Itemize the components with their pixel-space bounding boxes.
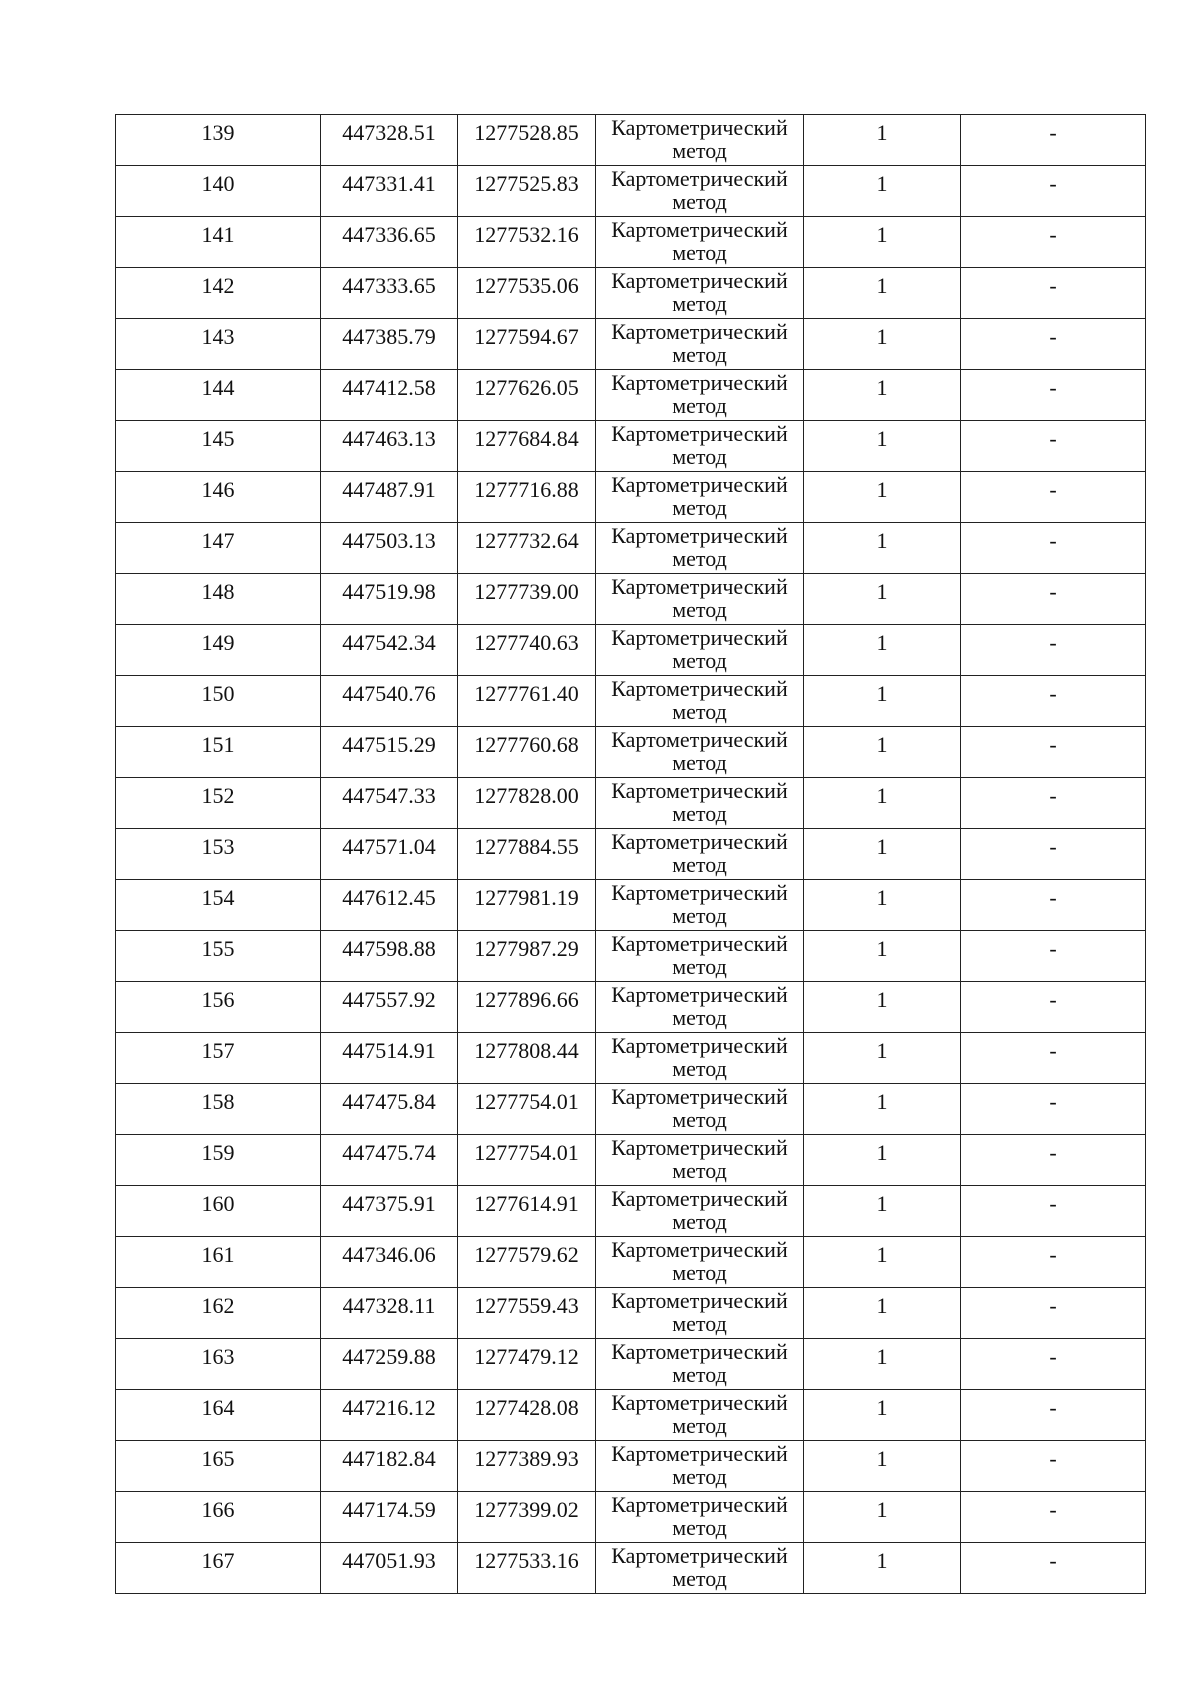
- accuracy-cell: 1: [804, 1288, 961, 1339]
- method-cell: [596, 1543, 804, 1594]
- accuracy-cell: 1: [804, 1339, 961, 1390]
- accuracy-cell: 1: [804, 523, 961, 574]
- x-coordinate-cell: 447540.76: [321, 676, 458, 727]
- x-coordinate-cell: 447547.33: [321, 778, 458, 829]
- table-row: [116, 880, 1146, 931]
- accuracy-cell: 1: [804, 1135, 961, 1186]
- y-coordinate-cell: 1277559.43: [458, 1288, 596, 1339]
- point-number-cell: 146: [116, 472, 321, 523]
- method-cell: [596, 1084, 804, 1135]
- accuracy-cell: 1: [804, 778, 961, 829]
- method-text: Картометрический метод: [611, 1391, 788, 1438]
- point-number-cell: 140: [116, 166, 321, 217]
- method-text: Картометрический метод: [611, 269, 788, 316]
- x-coordinate-cell: 447514.91: [321, 1033, 458, 1084]
- method-cell: [596, 319, 804, 370]
- method-text: Картометрический метод: [611, 1340, 788, 1387]
- y-coordinate-cell: 1277761.40: [458, 676, 596, 727]
- table-row: [116, 1339, 1146, 1390]
- point-number-cell: 161: [116, 1237, 321, 1288]
- accuracy-cell: 1: [804, 880, 961, 931]
- table-row: [116, 1441, 1146, 1492]
- point-number-cell: 148: [116, 574, 321, 625]
- table-row: [116, 1390, 1146, 1441]
- y-coordinate-cell: 1277535.06: [458, 268, 596, 319]
- x-coordinate-cell: 447346.06: [321, 1237, 458, 1288]
- table-row: [116, 829, 1146, 880]
- method-cell: [596, 1339, 804, 1390]
- method-cell: [596, 1033, 804, 1084]
- table-row: [116, 1084, 1146, 1135]
- note-cell: -: [961, 1390, 1146, 1441]
- x-coordinate-cell: 447542.34: [321, 625, 458, 676]
- y-coordinate-cell: 1277528.85: [458, 115, 596, 166]
- note-cell: -: [961, 217, 1146, 268]
- method-text: Картометрический метод: [611, 1238, 788, 1285]
- accuracy-cell: 1: [804, 268, 961, 319]
- y-coordinate-cell: 1277884.55: [458, 829, 596, 880]
- method-cell: [596, 1390, 804, 1441]
- accuracy-cell: 1: [804, 1033, 961, 1084]
- table-row: [116, 931, 1146, 982]
- note-cell: -: [961, 1441, 1146, 1492]
- method-text: Картометрический метод: [611, 983, 788, 1030]
- note-cell: -: [961, 268, 1146, 319]
- table-row: [116, 421, 1146, 472]
- method-cell: [596, 115, 804, 166]
- table-row: [116, 778, 1146, 829]
- note-cell: -: [961, 1543, 1146, 1594]
- method-text: Картометрический метод: [611, 524, 788, 571]
- method-text: Картометрический метод: [611, 167, 788, 214]
- point-number-cell: 151: [116, 727, 321, 778]
- point-number-cell: 147: [116, 523, 321, 574]
- y-coordinate-cell: 1277626.05: [458, 370, 596, 421]
- table-row: [116, 1237, 1146, 1288]
- method-text: Картометрический метод: [611, 371, 788, 418]
- point-number-cell: 163: [116, 1339, 321, 1390]
- note-cell: -: [961, 1339, 1146, 1390]
- point-number-cell: 144: [116, 370, 321, 421]
- point-number-cell: 139: [116, 115, 321, 166]
- x-coordinate-cell: 447174.59: [321, 1492, 458, 1543]
- note-cell: -: [961, 982, 1146, 1033]
- accuracy-cell: 1: [804, 727, 961, 778]
- x-coordinate-cell: 447598.88: [321, 931, 458, 982]
- method-text: Картометрический метод: [611, 116, 788, 163]
- coordinates-table: [115, 114, 1146, 1594]
- note-cell: -: [961, 1288, 1146, 1339]
- note-cell: -: [961, 1186, 1146, 1237]
- x-coordinate-cell: 447331.41: [321, 166, 458, 217]
- method-text: Картометрический метод: [611, 422, 788, 469]
- method-cell: [596, 1288, 804, 1339]
- accuracy-cell: 1: [804, 115, 961, 166]
- y-coordinate-cell: 1277399.02: [458, 1492, 596, 1543]
- y-coordinate-cell: 1277739.00: [458, 574, 596, 625]
- y-coordinate-cell: 1277479.12: [458, 1339, 596, 1390]
- x-coordinate-cell: 447487.91: [321, 472, 458, 523]
- x-coordinate-cell: 447216.12: [321, 1390, 458, 1441]
- accuracy-cell: 1: [804, 829, 961, 880]
- note-cell: -: [961, 1492, 1146, 1543]
- x-coordinate-cell: 447557.92: [321, 982, 458, 1033]
- table-row: [116, 217, 1146, 268]
- method-text: Картометрический метод: [611, 1085, 788, 1132]
- accuracy-cell: 1: [804, 1492, 961, 1543]
- method-text: Картометрический метод: [611, 575, 788, 622]
- method-cell: [596, 676, 804, 727]
- method-cell: [596, 166, 804, 217]
- method-text: Картометрический метод: [611, 473, 788, 520]
- accuracy-cell: 1: [804, 319, 961, 370]
- point-number-cell: 153: [116, 829, 321, 880]
- y-coordinate-cell: 1277594.67: [458, 319, 596, 370]
- x-coordinate-cell: 447182.84: [321, 1441, 458, 1492]
- method-cell: [596, 421, 804, 472]
- method-text: Картометрический метод: [611, 1187, 788, 1234]
- note-cell: -: [961, 880, 1146, 931]
- method-cell: [596, 625, 804, 676]
- table-row: [116, 982, 1146, 1033]
- accuracy-cell: 1: [804, 931, 961, 982]
- table-row: [116, 1543, 1146, 1594]
- note-cell: -: [961, 319, 1146, 370]
- accuracy-cell: 1: [804, 982, 961, 1033]
- x-coordinate-cell: 447503.13: [321, 523, 458, 574]
- table-row: [116, 472, 1146, 523]
- point-number-cell: 155: [116, 931, 321, 982]
- accuracy-cell: 1: [804, 472, 961, 523]
- note-cell: -: [961, 574, 1146, 625]
- note-cell: -: [961, 115, 1146, 166]
- method-cell: [596, 1492, 804, 1543]
- y-coordinate-cell: 1277716.88: [458, 472, 596, 523]
- method-cell: [596, 931, 804, 982]
- point-number-cell: 141: [116, 217, 321, 268]
- y-coordinate-cell: 1277987.29: [458, 931, 596, 982]
- point-number-cell: 159: [116, 1135, 321, 1186]
- y-coordinate-cell: 1277981.19: [458, 880, 596, 931]
- method-cell: [596, 472, 804, 523]
- method-text: Картометрический метод: [611, 677, 788, 724]
- method-cell: [596, 1135, 804, 1186]
- method-cell: [596, 523, 804, 574]
- x-coordinate-cell: 447412.58: [321, 370, 458, 421]
- method-text: Картометрический метод: [611, 1442, 788, 1489]
- x-coordinate-cell: 447333.65: [321, 268, 458, 319]
- y-coordinate-cell: 1277684.84: [458, 421, 596, 472]
- note-cell: -: [961, 676, 1146, 727]
- method-text: Картометрический метод: [611, 881, 788, 928]
- point-number-cell: 157: [116, 1033, 321, 1084]
- y-coordinate-cell: 1277754.01: [458, 1135, 596, 1186]
- x-coordinate-cell: 447571.04: [321, 829, 458, 880]
- note-cell: -: [961, 370, 1146, 421]
- accuracy-cell: 1: [804, 1441, 961, 1492]
- point-number-cell: 142: [116, 268, 321, 319]
- point-number-cell: 167: [116, 1543, 321, 1594]
- method-cell: [596, 574, 804, 625]
- method-text: Картометрический метод: [611, 1136, 788, 1183]
- point-number-cell: 165: [116, 1441, 321, 1492]
- x-coordinate-cell: 447328.11: [321, 1288, 458, 1339]
- method-text: Картометрический метод: [611, 779, 788, 826]
- point-number-cell: 143: [116, 319, 321, 370]
- table-row: [116, 727, 1146, 778]
- y-coordinate-cell: 1277828.00: [458, 778, 596, 829]
- note-cell: -: [961, 778, 1146, 829]
- method-cell: [596, 1237, 804, 1288]
- x-coordinate-cell: 447375.91: [321, 1186, 458, 1237]
- point-number-cell: 156: [116, 982, 321, 1033]
- point-number-cell: 158: [116, 1084, 321, 1135]
- note-cell: -: [961, 829, 1146, 880]
- method-cell: [596, 778, 804, 829]
- x-coordinate-cell: 447336.65: [321, 217, 458, 268]
- y-coordinate-cell: 1277579.62: [458, 1237, 596, 1288]
- accuracy-cell: 1: [804, 1390, 961, 1441]
- table-row: [116, 1492, 1146, 1543]
- y-coordinate-cell: 1277532.16: [458, 217, 596, 268]
- point-number-cell: 152: [116, 778, 321, 829]
- method-cell: [596, 1186, 804, 1237]
- accuracy-cell: 1: [804, 421, 961, 472]
- y-coordinate-cell: 1277808.44: [458, 1033, 596, 1084]
- method-text: Картометрический метод: [611, 218, 788, 265]
- y-coordinate-cell: 1277740.63: [458, 625, 596, 676]
- x-coordinate-cell: 447463.13: [321, 421, 458, 472]
- method-text: Картометрический метод: [611, 1289, 788, 1336]
- table-row: [116, 370, 1146, 421]
- method-cell: [596, 370, 804, 421]
- table-row: [116, 676, 1146, 727]
- x-coordinate-cell: 447051.93: [321, 1543, 458, 1594]
- table-row: [116, 1288, 1146, 1339]
- point-number-cell: 160: [116, 1186, 321, 1237]
- method-cell: [596, 829, 804, 880]
- x-coordinate-cell: 447519.98: [321, 574, 458, 625]
- method-text: Картометрический метод: [611, 1034, 788, 1081]
- note-cell: -: [961, 472, 1146, 523]
- method-cell: [596, 217, 804, 268]
- y-coordinate-cell: 1277525.83: [458, 166, 596, 217]
- note-cell: -: [961, 1237, 1146, 1288]
- table-row: [116, 1186, 1146, 1237]
- x-coordinate-cell: 447612.45: [321, 880, 458, 931]
- table-row: [116, 115, 1146, 166]
- note-cell: -: [961, 523, 1146, 574]
- accuracy-cell: 1: [804, 217, 961, 268]
- table-row: [116, 1135, 1146, 1186]
- table-row: [116, 268, 1146, 319]
- coordinates-table-body: [116, 115, 1146, 1594]
- note-cell: -: [961, 1033, 1146, 1084]
- method-text: Картометрический метод: [611, 728, 788, 775]
- method-cell: [596, 727, 804, 778]
- y-coordinate-cell: 1277732.64: [458, 523, 596, 574]
- accuracy-cell: 1: [804, 1543, 961, 1594]
- accuracy-cell: 1: [804, 1084, 961, 1135]
- x-coordinate-cell: 447259.88: [321, 1339, 458, 1390]
- x-coordinate-cell: 447515.29: [321, 727, 458, 778]
- x-coordinate-cell: 447475.74: [321, 1135, 458, 1186]
- accuracy-cell: 1: [804, 574, 961, 625]
- method-text: Картометрический метод: [611, 932, 788, 979]
- method-text: Картометрический метод: [611, 1493, 788, 1540]
- accuracy-cell: 1: [804, 370, 961, 421]
- y-coordinate-cell: 1277760.68: [458, 727, 596, 778]
- x-coordinate-cell: 447328.51: [321, 115, 458, 166]
- accuracy-cell: 1: [804, 166, 961, 217]
- point-number-cell: 150: [116, 676, 321, 727]
- table-row: [116, 574, 1146, 625]
- point-number-cell: 154: [116, 880, 321, 931]
- y-coordinate-cell: 1277754.01: [458, 1084, 596, 1135]
- accuracy-cell: 1: [804, 625, 961, 676]
- point-number-cell: 164: [116, 1390, 321, 1441]
- note-cell: -: [961, 727, 1146, 778]
- x-coordinate-cell: 447475.84: [321, 1084, 458, 1135]
- x-coordinate-cell: 447385.79: [321, 319, 458, 370]
- point-number-cell: 145: [116, 421, 321, 472]
- y-coordinate-cell: 1277533.16: [458, 1543, 596, 1594]
- y-coordinate-cell: 1277614.91: [458, 1186, 596, 1237]
- table-row: [116, 166, 1146, 217]
- point-number-cell: 149: [116, 625, 321, 676]
- note-cell: -: [961, 1084, 1146, 1135]
- point-number-cell: 162: [116, 1288, 321, 1339]
- method-text: Картометрический метод: [611, 830, 788, 877]
- note-cell: -: [961, 166, 1146, 217]
- y-coordinate-cell: 1277389.93: [458, 1441, 596, 1492]
- point-number-cell: 166: [116, 1492, 321, 1543]
- method-cell: [596, 268, 804, 319]
- method-cell: [596, 1441, 804, 1492]
- accuracy-cell: 1: [804, 676, 961, 727]
- method-cell: [596, 880, 804, 931]
- note-cell: -: [961, 931, 1146, 982]
- table-row: [116, 625, 1146, 676]
- note-cell: -: [961, 1135, 1146, 1186]
- method-text: Картометрический метод: [611, 320, 788, 367]
- accuracy-cell: 1: [804, 1237, 961, 1288]
- method-text: Картометрический метод: [611, 626, 788, 673]
- note-cell: -: [961, 421, 1146, 472]
- y-coordinate-cell: 1277896.66: [458, 982, 596, 1033]
- table-row: [116, 319, 1146, 370]
- method-cell: [596, 982, 804, 1033]
- note-cell: -: [961, 625, 1146, 676]
- table-row: [116, 1033, 1146, 1084]
- table-row: [116, 523, 1146, 574]
- accuracy-cell: 1: [804, 1186, 961, 1237]
- y-coordinate-cell: 1277428.08: [458, 1390, 596, 1441]
- method-text: Картометрический метод: [611, 1544, 788, 1591]
